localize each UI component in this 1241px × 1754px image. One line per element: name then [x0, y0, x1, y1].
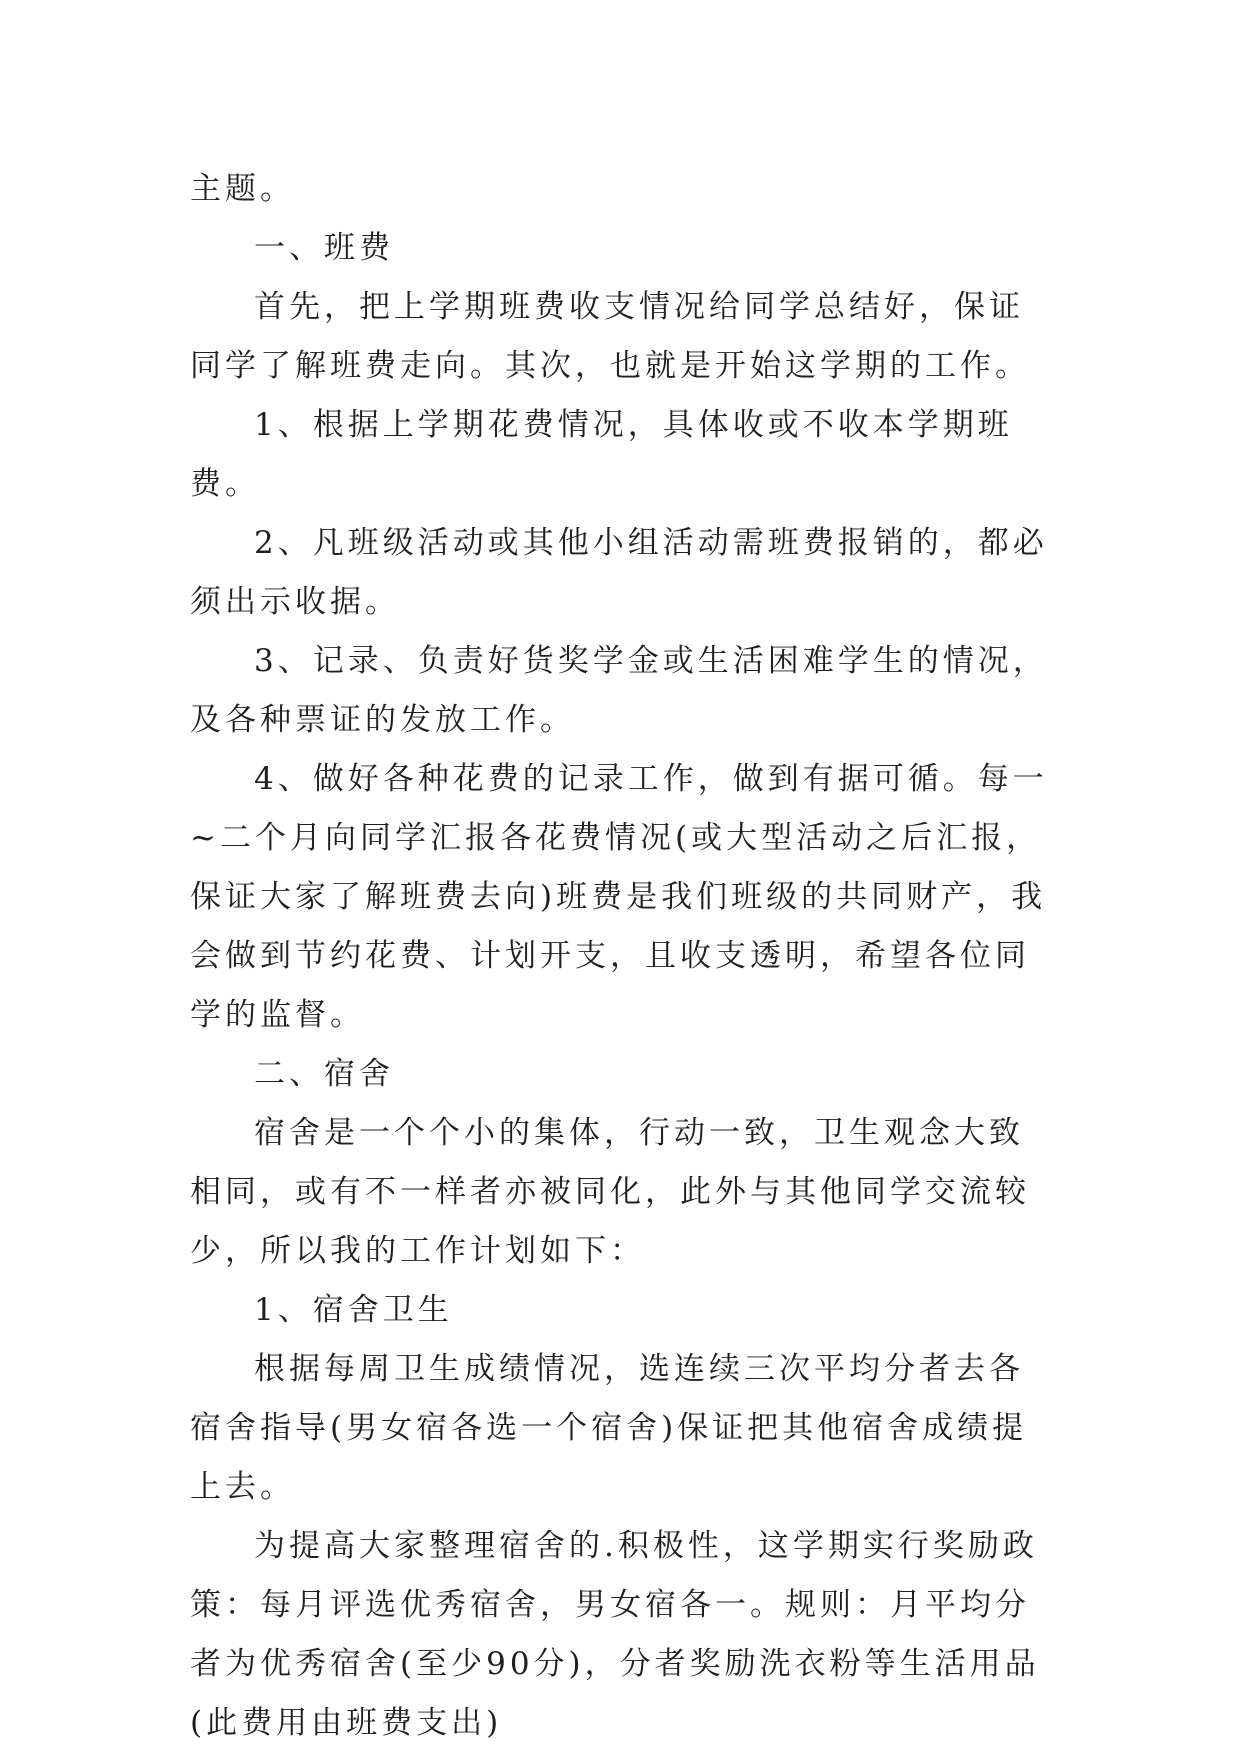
- section-heading-dormitory: 二、宿舍: [254, 1056, 394, 1092]
- list-item-1: 1、根据上学期花费情况，具体收或不收本学期班费。: [190, 407, 1013, 502]
- paragraph-3: 首先，把上学期班费收支情况给同学总结好，保证同学了解班费走向。其次，也就是开始这学期的工作。: [190, 289, 1030, 384]
- list-item-2: 2、凡班级活动或其他小组活动需班费报销的，都必须出示收据。: [190, 525, 1048, 620]
- paragraph-1: 主题。: [190, 171, 295, 207]
- list-item-3: 3、记录、负责好货奖学金或生活困难学生的情况，及各种票证的发放工作。: [190, 643, 1048, 738]
- paragraph-9: 宿舍是一个个小的集体，行动一致，卫生观念大致相同，或有不一样者亦被同化，此外与其他同学交流较少，所以我的工作计划如下：: [190, 1115, 1030, 1269]
- paragraph-11: 根据每周卫生成绩情况，选连续三次平均分者去各宿舍指导(男女宿各选一个宿舍)保证把其他宿舍成绩提上去。: [190, 1351, 1028, 1505]
- paragraph-12: 为提高大家整理宿舍的.积极性，这学期实行奖励政策：每月评选优秀宿舍，男女宿各一。规则：月平均分者为优秀宿舍(至少90分)，分者奖励洗衣粉等生活用品(此费用由班费支出): [190, 1528, 1040, 1741]
- list-item-4: 4、做好各种花费的记录工作，做到有据可循。每一~二个月向同学汇报各花费情况(或大型活动之后汇报，保证大家了解班费去向)班费是我们班级的共同财产，我会做到节约花费、计划开支，且收支透明，希望各位同学的监督。: [190, 761, 1048, 1033]
- document-body: [190, 160, 1050, 1753]
- section-heading-class-fee: 一、班费: [254, 230, 394, 266]
- subheading-dorm-hygiene: 1、宿舍卫生: [254, 1292, 453, 1328]
